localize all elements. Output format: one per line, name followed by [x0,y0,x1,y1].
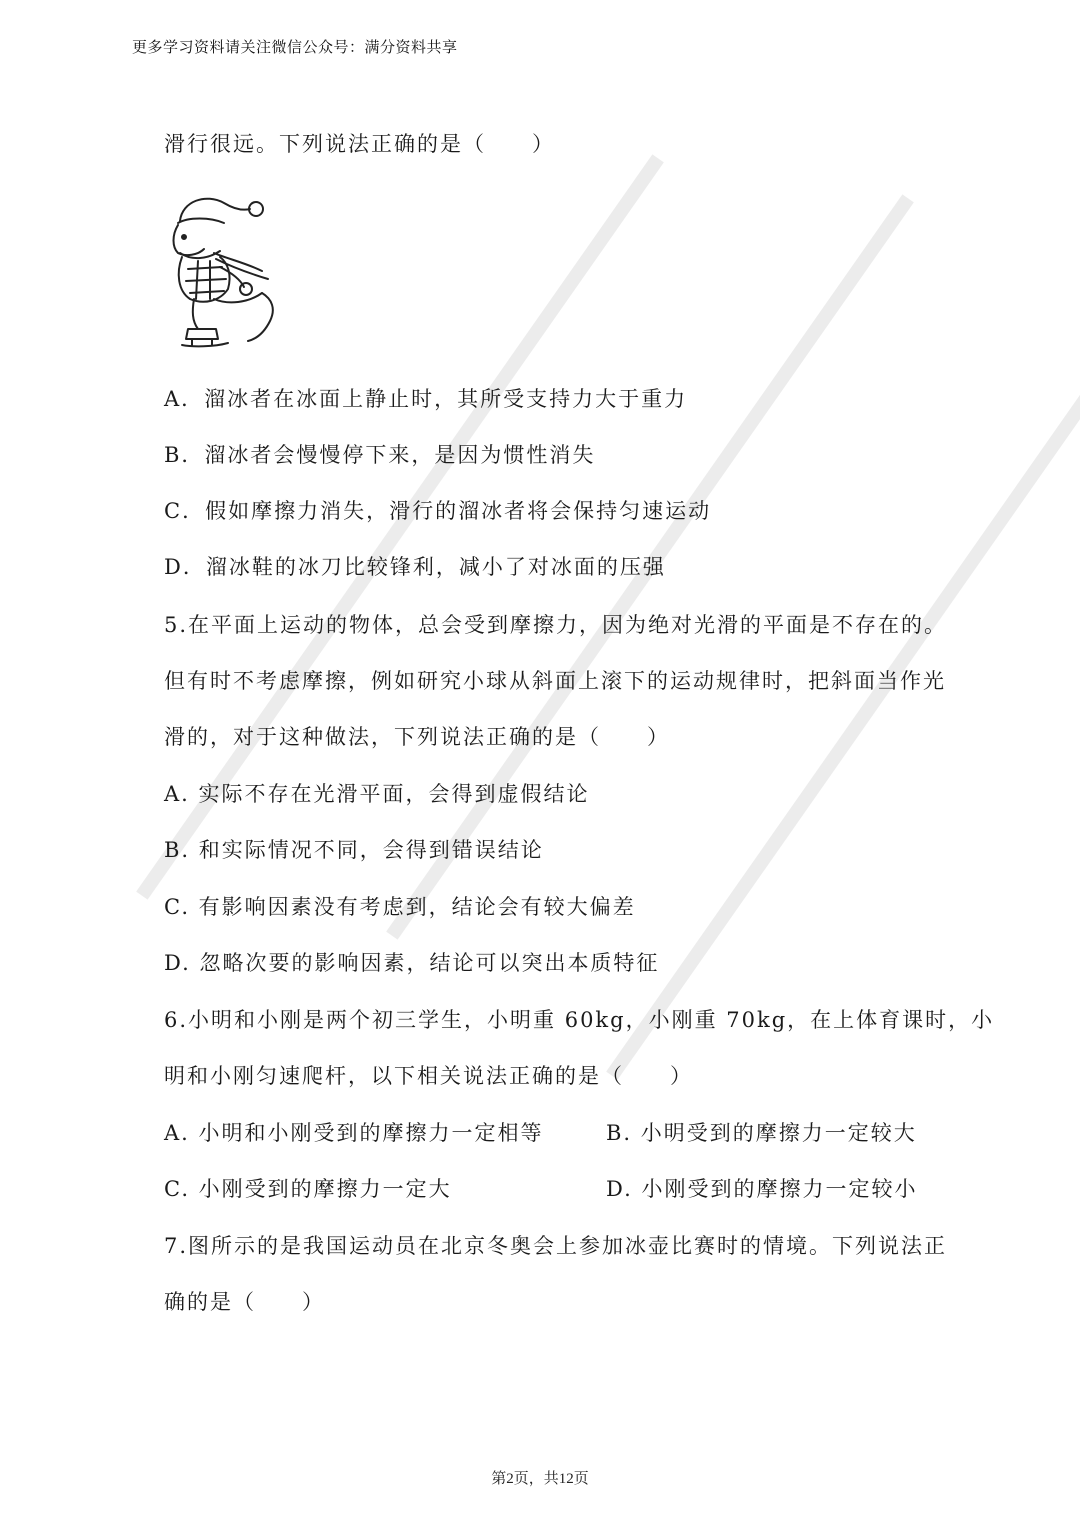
question-4-stem: 滑行很远。下列说法正确的是（ ） [164,132,555,156]
question-5-stem-line-1: 5.在平面上运动的物体，总会受到摩擦力，因为绝对光滑的平面是不存在的。 [164,613,948,637]
question-5-stem-line-2: 但有时不考虑摩擦，例如研究小球从斜面上滚下的运动规律时，把斜面当作光 [164,669,946,693]
question-4-option-c: C．假如摩擦力消失，滑行的溜冰者将会保持匀速运动 [164,499,712,523]
question-6-option-a: A. 小明和小刚受到的摩擦力一定相等 [164,1121,544,1145]
question-5-option-a: A. 实际不存在光滑平面，会得到虚假结论 [164,782,590,806]
page-number: 第2页，共12页 [491,1471,589,1487]
question-4-option-d: D．溜冰鞋的冰刀比较锋利，减小了对冰面的压强 [164,555,666,579]
question-5-option-c: C. 有影响因素没有考虑到，结论会有较大偏差 [164,895,636,919]
page-header: 更多学习资料请关注微信公众号：满分资料共享 [132,38,458,56]
ice-skater-illustration [158,187,290,357]
question-4-option-b: B．溜冰者会慢慢停下来，是因为惯性消失 [164,443,596,467]
question-6-option-d: D. 小刚受到的摩擦力一定较小 [606,1177,918,1201]
question-6-stem-line-1: 6.小明和小刚是两个初三学生，小明重 60kg，小刚重 70kg，在上体育课时，小 [164,1008,995,1032]
question-6-stem-line-2: 明和小刚匀速爬杆，以下相关说法正确的是（ ） [164,1064,693,1088]
question-6-option-c: C. 小刚受到的摩擦力一定大 [164,1177,452,1201]
question-5-option-d: D. 忽略次要的影响因素，结论可以突出本质特征 [164,951,660,975]
question-6-option-b: B. 小明受到的摩擦力一定较大 [606,1121,917,1145]
question-5-stem-line-3: 滑的，对于这种做法，下列说法正确的是（ ） [164,725,670,749]
question-7-stem-line-2: 确的是（ ） [164,1290,325,1314]
question-5-option-b: B. 和实际情况不同，会得到错误结论 [164,838,544,862]
question-4-option-a: A．溜冰者在冰面上静止时，其所受支持力大于重力 [164,387,688,411]
question-7-stem-line-1: 7.图所示的是我国运动员在北京冬奥会上参加冰壶比赛时的情境。下列说法正 [164,1234,948,1258]
